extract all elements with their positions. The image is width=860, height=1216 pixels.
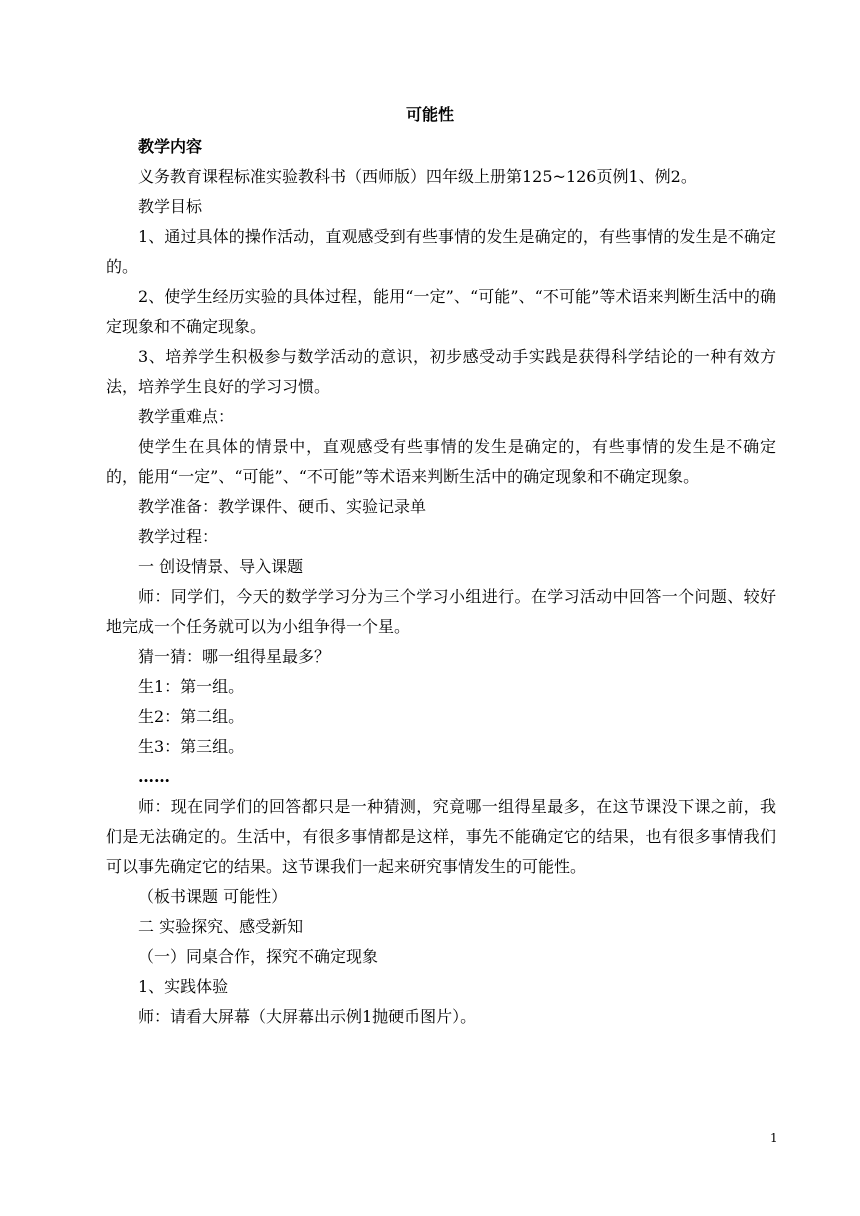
section-heading-content: 教学内容 xyxy=(138,137,203,156)
paragraph: 生3：第三组。 xyxy=(138,737,245,756)
section-heading-goals: 教学目标 xyxy=(138,197,203,216)
paragraph: 2、使学生经历实验的具体过程，能用“一定”、“可能”、“不可能”等术语来判断生活中的确定现象和不确定现象。 xyxy=(106,287,776,336)
document-body xyxy=(106,132,776,1032)
section-heading-process: 教学过程： xyxy=(138,527,219,546)
paragraph: 生2：第二组。 xyxy=(138,707,245,726)
paragraph: 3、培养学生积极参与数学活动的意识，初步感受动手实践是获得科学结论的一种有效方法，培养学生良好的学习习惯。 xyxy=(106,347,776,396)
document-title: 可能性 xyxy=(405,105,454,124)
paragraph: 使学生在具体的情景中，直观感受有些事情的发生是确定的，有些事情的发生是不确定的，能用“一定”、“可能”、“不可能”等术语来判断生活中的确定现象和不确定现象。 xyxy=(106,437,776,486)
paragraph: 生1：第一组。 xyxy=(138,677,245,696)
paragraph: 1、通过具体的操作活动，直观感受到有些事情的发生是确定的，有些事情的发生是不确定的。 xyxy=(106,227,776,276)
paragraph: （板书课题 可能性） xyxy=(138,887,288,906)
paragraph: 1、实践体验 xyxy=(138,977,229,996)
paragraph: 师：现在同学们的回答都只是一种猜测，究竟哪一组得星最多，在这节课没下课之前，我们是无法确定的。生活中，有很多事情都是这样，事先不能确定它的结果，也有很多事情我们可以事先确定它的结果。这节课我们一起来研究事情发生的可能性。 xyxy=(106,797,776,876)
page-number: 1 xyxy=(770,1131,778,1145)
ellipsis-line: …… xyxy=(138,767,170,786)
paragraph: 义务教育课程标准实验教科书（西师版）四年级上册第125~126页例1、例2。 xyxy=(138,167,697,186)
paragraph: 教学准备：教学课件、硬币、实验记录单 xyxy=(138,497,427,516)
subsection-heading: （一）同桌合作，探究不确定现象 xyxy=(138,947,379,966)
paragraph: 师：同学们，今天的数学学习分为三个学习小组进行。在学习活动中回答一个问题、较好地完成一个任务就可以为小组争得一个星。 xyxy=(106,587,776,636)
subsection-heading: 二 实验探究、感受新知 xyxy=(138,917,304,936)
section-heading-key-points: 教学重难点： xyxy=(138,407,235,426)
paragraph: 师：请看大屏幕（大屏幕出示例1抛硬币图片）。 xyxy=(138,1007,477,1026)
paragraph: 猜一猜：哪一组得星最多？ xyxy=(138,647,331,666)
subsection-heading: 一 创设情景、导入课题 xyxy=(138,557,304,576)
